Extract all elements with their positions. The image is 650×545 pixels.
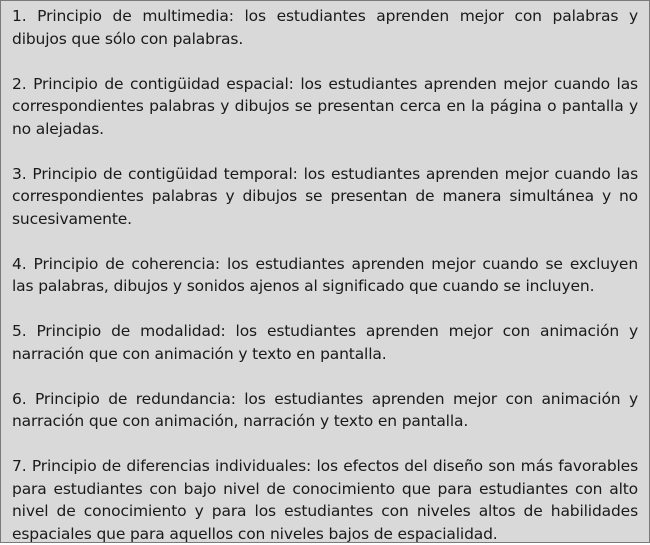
principle-multimedia: 1. Principio de multimedia: los estudiantes aprenden mejor con palabras y dibujos que sólo con palabras. xyxy=(12,7,638,48)
principle-redundancy: 6. Principio de redundancia: los estudiantes aprenden mejor con animación y narración que con animación, narración y texto en pantalla. xyxy=(12,389,638,430)
principle-modality: 5. Principio de modalidad: los estudiantes aprenden mejor con animación y narración que con animación y texto en pantalla. xyxy=(12,322,638,363)
principle-temporal-contiguity: 3. Principio de contigüidad temporal: los estudiantes aprenden mejor cuando las correspondientes palabras y dibujos se presentan de manera simultánea y no sucesivamente. xyxy=(12,164,638,228)
principle-coherence: 4. Principio de coherencia: los estudiantes aprenden mejor cuando se excluyen las palabras, dibujos y sonidos ajenos al significado que cuando se incluyen. xyxy=(12,254,638,295)
principle-spatial-contiguity: 2. Principio de contigüidad espacial: los estudiantes aprenden mejor cuando las correspondientes palabras y dibujos se presentan cerca en la página o pantalla y no alejadas. xyxy=(12,74,638,138)
principle-individual-differences: 7. Principio de diferencias individuales: los efectos del diseño son más favorables para estudiantes con bajo nivel de conocimiento que para estudiantes con alto nivel de conocimiento y para los estudiantes con niveles altos de habilidades espaciales que para aquellos con niveles bajos de espacialidad. xyxy=(12,457,638,543)
